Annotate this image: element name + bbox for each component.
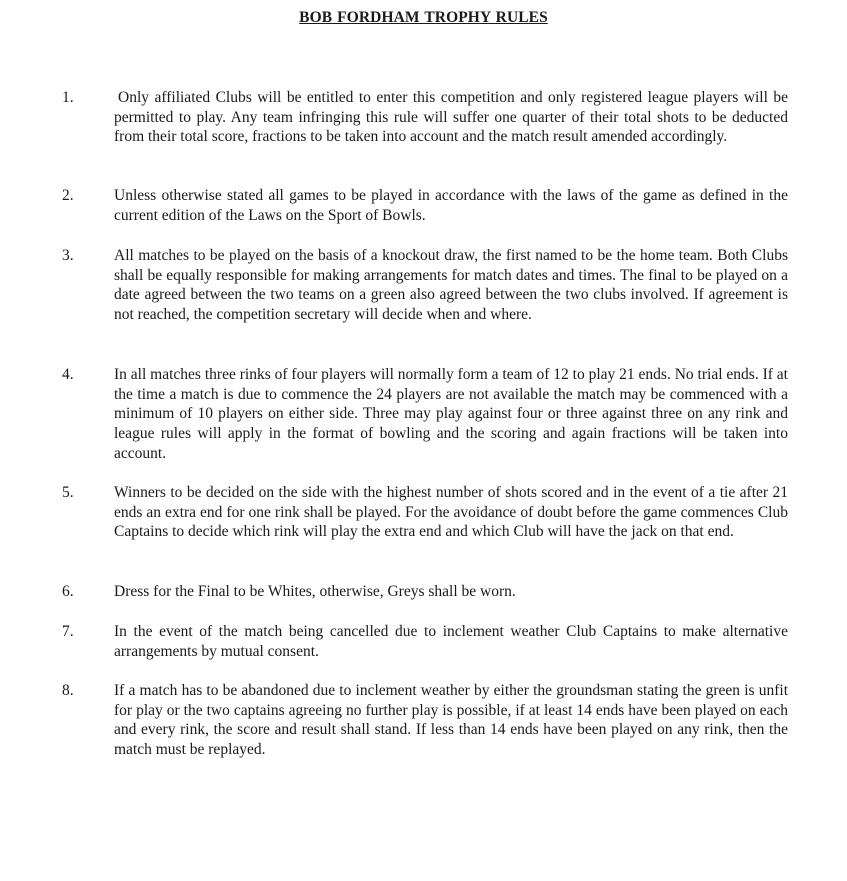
rule-text: All matches to be played on the basis of a knockout draw, the first named to be the home team. Both Clubs shall be equally responsible for making arrangements for match dates and times. The final to be played on a date agreed between the two teams on a green also agreed between the two clubs involved. If agreement is not reached, the competition secretary will decide when and where. [114,247,788,324]
rule-number: 3. [62,247,74,264]
rule-number: 8. [62,682,74,699]
rule-text: In all matches three rinks of four players will normally form a team of 12 to play 21 ends. No trial ends. If at the time a match is due to commence the 24 players are not available the match may be commenced with a minimum of 10 players on either side. Three may play against four or three against three on any rink and league rules will apply in the format of bowling and the scoring and again fractions will be taken into account. [114,366,788,462]
rule-text: Only affiliated Clubs will be entitled to enter this competition and only registered league players will be permitted to play. Any team infringing this rule will suffer one quarter of their total shots to be deducted from their total score, fractions to be taken into account and the match result amended accordingly. [114,89,788,146]
rule-text: Winners to be decided on the side with the highest number of shots scored and in the event of a tie after 21 ends an extra end for one rink shall be played. For the avoidance of doubt before the game commences Club Captains to decide which rink will play the extra end and which Club will have the jack on that end. [114,484,788,541]
rule-text: Unless otherwise stated all games to be played in accordance with the laws of the game as defined in the current edition of the Laws on the Sport of Bowls. [114,187,788,224]
rule-number: 6. [62,583,74,600]
rule-text: Dress for the Final to be Whites, otherwise, Greys shall be worn. [114,583,516,600]
rule-number: 2. [62,187,74,204]
rule-text: If a match has to be abandoned due to inclement weather by either the groundsman stating the green is unfit for play or the two captains agreeing no further play is possible, if at least 14 ends have been played on each and every rink, the score and result shall stand. If less than 14 ends have been played on any rink, then the match must be replayed. [114,682,788,759]
rule-text: In the event of the match being cancelled due to inclement weather Club Captains to make alternative arrangements by mutual consent. [114,623,788,660]
rule-number: 4. [62,366,74,383]
rule-number: 7. [62,623,74,640]
document-title: BOB FORDHAM TROPHY RULES [299,9,548,26]
rule-number: 1. [62,89,74,106]
rule-number: 5. [62,484,74,501]
